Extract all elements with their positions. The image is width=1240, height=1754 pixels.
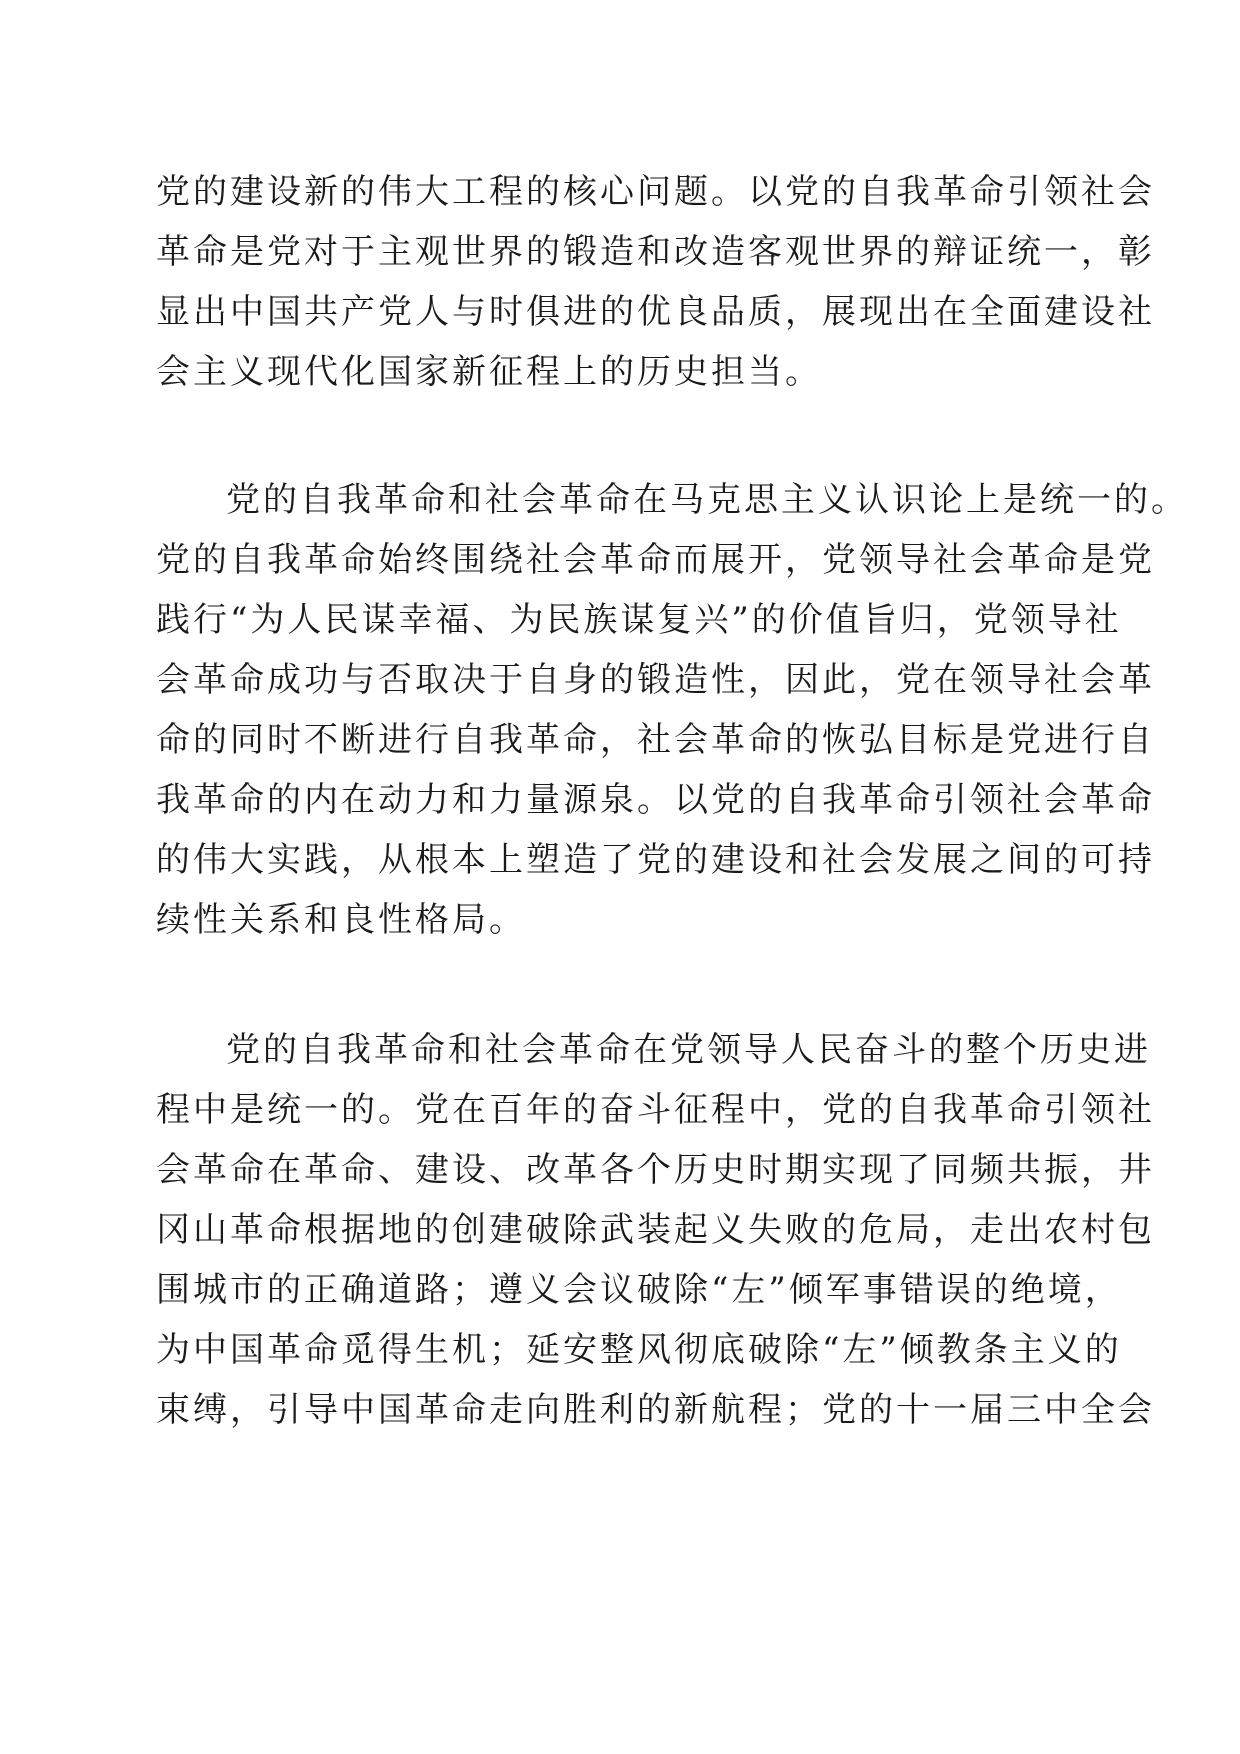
paragraph-line: 围城市的正确道路；遵义会议破除“左”倾军事错误的绝境， (156, 1270, 1122, 1310)
paragraph-line: 显出中国共产党人与时俱进的优良品质，展现出在全面建设社 (156, 292, 1155, 332)
paragraph-line: 革命是党对于主观世界的锻造和改造客观世界的辩证统一，彰 (156, 232, 1155, 272)
paragraph-line: 的伟大实践，从根本上塑造了党的建设和社会发展之间的可持 (156, 840, 1155, 880)
paragraph-line: 会革命在革命、建设、改革各个历史时期实现了同频共振，井 (156, 1150, 1155, 1190)
paragraph-line: 践行“为人民谋幸福、为民族谋复兴”的价值旨归，党领导社 (156, 600, 1122, 640)
paragraph-line: 冈山革命根据地的创建破除武装起义失败的危局，走出农村包 (156, 1210, 1155, 1250)
paragraph-line: 续性关系和良性格局。 (156, 900, 526, 940)
paragraph-line: 会革命成功与否取决于自身的锻造性，因此，党在领导社会革 (156, 660, 1155, 700)
paragraph-line: 会主义现代化国家新征程上的历史担当。 (156, 352, 822, 392)
paragraph-line: 党的自我革命和社会革命在马克思主义认识论上是统一的。 (226, 480, 1188, 520)
paragraph-line: 党的建设新的伟大工程的核心问题。以党的自我革命引领社会 (156, 172, 1155, 212)
paragraph-line: 束缚，引导中国革命走向胜利的新航程；党的十一届三中全会 (156, 1390, 1155, 1430)
paragraph-line: 党的自我革命始终围绕社会革命而展开，党领导社会革命是党 (156, 540, 1155, 580)
paragraph-line: 党的自我革命和社会革命在党领导人民奋斗的整个历史进 (226, 1030, 1151, 1070)
paragraph-line: 命的同时不断进行自我革命，社会革命的恢弘目标是党进行自 (156, 720, 1155, 760)
paragraph-line: 我革命的内在动力和力量源泉。以党的自我革命引领社会革命 (156, 780, 1155, 820)
paragraph-line: 程中是统一的。党在百年的奋斗征程中，党的自我革命引领社 (156, 1090, 1155, 1130)
paragraph-line: 为中国革命觅得生机；延安整风彻底破除“左”倾教条主义的 (156, 1330, 1122, 1370)
